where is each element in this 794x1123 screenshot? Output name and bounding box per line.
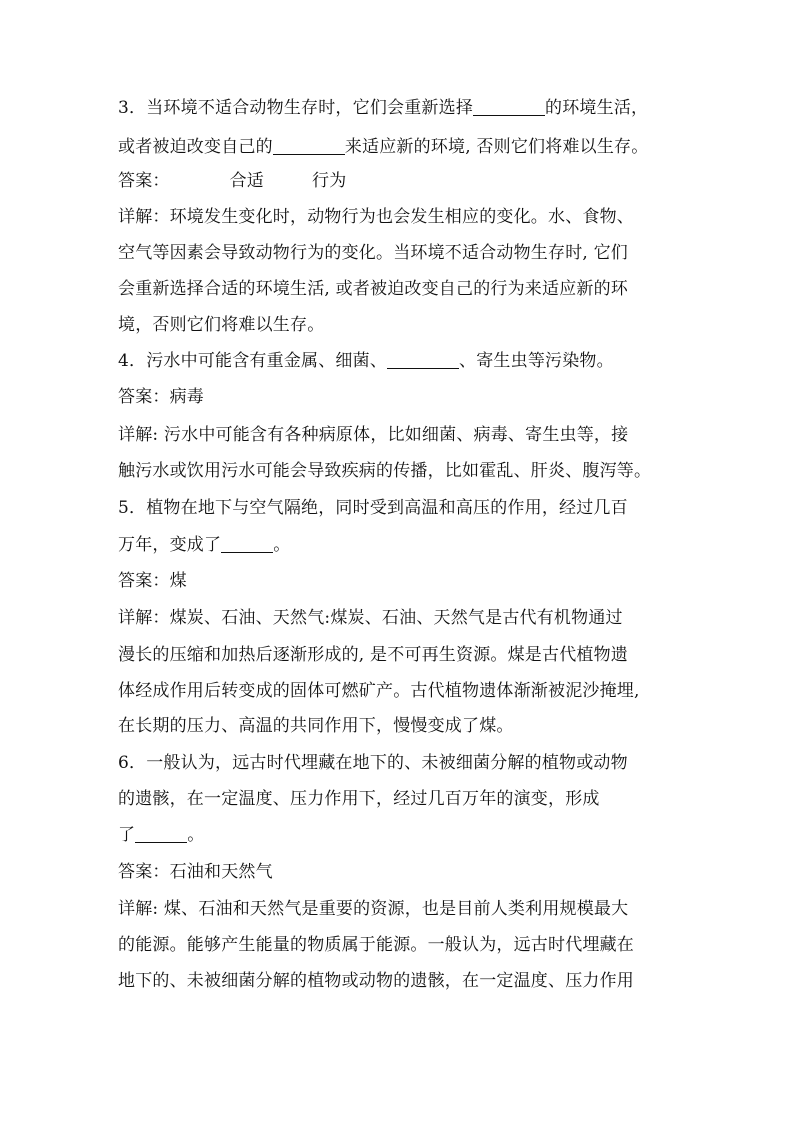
q3-detail-line: 境，否则它们将难以生存。 — [118, 315, 325, 335]
q6-line-3-post: 。 — [187, 825, 205, 845]
q5-answer: 答案：煤 — [118, 571, 187, 591]
q3-line-2-post: 来适应新的环境, 否则它们将难以生存。 — [344, 137, 649, 157]
q5-detail-line: 体经成作用后转变成的固体可燃矿产。古代植物遗体渐渐被泥沙掩埋, — [118, 681, 640, 701]
q3-blank-1 — [473, 97, 545, 116]
q3-detail-line: 会重新选择合适的环境生活, 或者被迫改变自己的行为来适应新的环 — [118, 279, 629, 299]
q5-line-2 — [118, 530, 290, 560]
q5-line-2-post: 。 — [273, 535, 291, 555]
q6-detail-line: 的能源。能够产生能量的物质属于能源。一般认为，远古时代埋藏在 — [118, 935, 634, 955]
q4-line-1-post: 、寄生虫等污染物。 — [459, 351, 614, 371]
q3-line-1-post: 的环境生活， — [545, 98, 649, 118]
q3-line-2 — [118, 132, 648, 162]
q5-blank — [221, 534, 273, 553]
q3-answer — [118, 166, 346, 196]
q4-line-1-pre: 4．污水中可能含有重金属、细菌、 — [118, 351, 388, 371]
q6-line-1: 6．一般认为，远古时代埋藏在地下的、未被细菌分解的植物或动物 — [118, 753, 628, 773]
q5-line-2-pre: 万年，变成了 — [118, 535, 222, 555]
q3-answer-label: 答案： — [118, 171, 170, 191]
q4-detail-line: 触污水或饮用污水可能会导致疾病的传播，比如霍乱、肝炎、腹泻等。 — [118, 461, 652, 481]
q5-detail-line: 在长期的压力、高温的共同作用下，慢慢变成了煤。 — [118, 716, 514, 736]
q3-detail-line: 空气等因素会导致动物行为的变化。当环境不适合动物生存时, 它们 — [118, 243, 629, 263]
q3-blank-2 — [273, 136, 345, 155]
q3-detail-line: 详解：环境发生变化时，动物行为也会发生相应的变化。水、食物、 — [118, 207, 634, 227]
q3-line-2-pre: 或者被迫改变自己的 — [118, 137, 273, 157]
q4-blank — [387, 350, 459, 369]
q6-answer: 答案：石油和天然气 — [118, 862, 273, 882]
q3-line-1-pre: 3．当环境不适合动物生存时，它们会重新选择 — [118, 98, 474, 118]
q5-line-1: 5．植物在地下与空气隔绝，同时受到高温和高压的作用，经过几百 — [118, 498, 628, 518]
q3-answer-2: 行为 — [312, 171, 347, 191]
q5-detail-line: 漫长的压缩和加热后逐渐形成的, 是不可再生资源。煤是古代植物遗 — [118, 645, 629, 665]
q4-detail-line: 详解: 污水中可能含有各种病原体，比如细菌、病毒、寄生虫等，接 — [118, 425, 629, 445]
q6-detail-line: 地下的、未被细菌分解的植物或动物的遗骸，在一定温度、压力作用 — [118, 971, 634, 991]
q5-detail-line: 详解：煤炭、石油、天然气:煤炭、石油、天然气是古代有机物通过 — [118, 608, 623, 628]
q6-line-3-pre: 了 — [118, 825, 136, 845]
q3-answer-1: 合适 — [229, 171, 265, 191]
q6-blank — [135, 824, 187, 843]
q3-line-1 — [118, 93, 648, 123]
q4-line-1 — [118, 346, 614, 376]
q6-line-2: 的遗骸，在一定温度、压力作用下，经过几百万年的演变，形成 — [118, 789, 600, 809]
q6-detail-line: 详解: 煤、石油和天然气是重要的资源，也是目前人类利用规模最大 — [118, 899, 629, 919]
q6-line-3 — [118, 820, 204, 850]
q4-answer: 答案：病毒 — [118, 387, 204, 407]
